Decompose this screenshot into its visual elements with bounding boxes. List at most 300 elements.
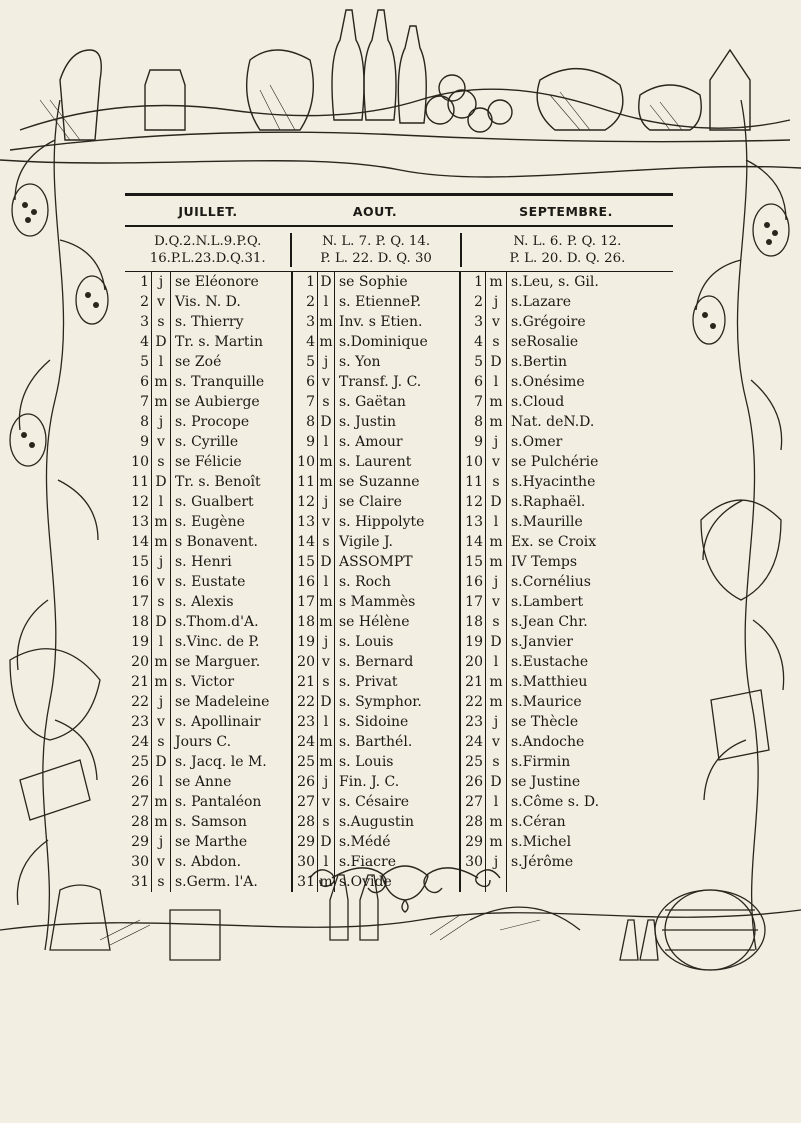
august-day-number: 30	[291, 852, 317, 872]
september-day-number: 4	[459, 332, 485, 352]
august-weekday-letter: s	[317, 532, 335, 552]
august-saint-name: s.Médé	[339, 834, 391, 850]
july-saint-name: s. Eugène	[175, 514, 245, 530]
july-weekday-letter: s	[151, 592, 171, 612]
table-row	[125, 832, 673, 852]
september-day-number	[459, 872, 485, 892]
september-weekday-letter: m	[485, 412, 507, 432]
august-weekday-letter: j	[317, 772, 335, 792]
july-weekday-letter: v	[151, 292, 171, 312]
july-weekday-letter: l	[151, 772, 171, 792]
august-weekday-letter: v	[317, 792, 335, 812]
august-saint-name: Transf. J. C.	[339, 374, 422, 390]
august-saint-name: s.Fiacre	[339, 854, 396, 870]
july-saint-name: s.Vinc. de P.	[175, 634, 260, 650]
september-weekday-letter: m	[485, 672, 507, 692]
table-row	[125, 652, 673, 672]
july-saint-name: s. Abdon.	[175, 854, 242, 870]
september-weekday-letter: l	[485, 372, 507, 392]
august-saint-name: s.Ovide	[339, 874, 392, 890]
left-vine-border	[0, 100, 120, 950]
table-row	[125, 852, 673, 872]
august-saint-name: s. Privat	[339, 674, 398, 690]
moon-phases-line-2	[125, 250, 673, 267]
august-saint-name: Vigile J.	[339, 534, 393, 550]
september-saint-name: s.Cloud	[511, 394, 565, 410]
august-saint-name: se Hélène	[339, 614, 410, 630]
august-weekday-letter: D	[317, 552, 335, 572]
july-saint-name: se Anne	[175, 774, 232, 790]
september-day-number: 22	[459, 692, 485, 712]
september-day-number: 16	[459, 572, 485, 592]
september-day-number: 11	[459, 472, 485, 492]
september-weekday-letter: j	[485, 712, 507, 732]
september-saint-name: s.Maurice	[511, 694, 582, 710]
august-day-number: 9	[291, 432, 317, 452]
september-weekday-letter: s	[485, 332, 507, 352]
september-day-number: 20	[459, 652, 485, 672]
september-saint-name: s.Maurille	[511, 514, 583, 530]
august-weekday-letter: D	[317, 832, 335, 852]
july-day-number: 9	[140, 434, 149, 450]
july-day-number: 12	[131, 494, 149, 510]
august-day-number: 22	[291, 692, 317, 712]
table-row	[125, 392, 673, 412]
august-day-number: 27	[291, 792, 317, 812]
table-row	[125, 632, 673, 652]
september-saint-name: s.Jérôme	[511, 854, 574, 870]
august-saint-name: s. Amour	[339, 434, 403, 450]
july-saint-name: s Bonavent.	[175, 534, 259, 550]
august-day-number: 19	[291, 632, 317, 652]
august-weekday-letter: m	[317, 872, 335, 892]
july-weekday-letter: m	[151, 652, 171, 672]
august-saint-name: s. Louis	[339, 634, 394, 650]
table-row	[125, 472, 673, 492]
august-weekday-letter: m	[317, 752, 335, 772]
july-weekday-letter: j	[151, 272, 171, 292]
august-weekday-letter: l	[317, 292, 335, 312]
september-weekday-letter: s	[485, 752, 507, 772]
july-saint-name: se Aubierge	[175, 394, 260, 410]
table-row	[125, 532, 673, 552]
july-weekday-letter: j	[151, 412, 171, 432]
table-row	[125, 272, 673, 292]
september-saint-name: s.Leu, s. Gil.	[511, 274, 599, 290]
july-weekday-letter: j	[151, 692, 171, 712]
july-day-number: 24	[131, 734, 149, 750]
august-day-number: 3	[291, 312, 317, 332]
august-saint-name: s. Gaëtan	[339, 394, 406, 410]
table-row	[125, 312, 673, 332]
july-day-number: 13	[131, 514, 149, 530]
table-row	[125, 452, 673, 472]
august-day-number: 11	[291, 472, 317, 492]
month-september: SEPTEMBRE.	[519, 204, 613, 219]
july-day-number: 6	[140, 374, 149, 390]
september-weekday-letter: l	[485, 512, 507, 532]
july-day-number: 7	[140, 394, 149, 410]
september-saint-name: se Thècle	[511, 714, 579, 730]
july-saint-name: s. Cyrille	[175, 434, 239, 450]
august-weekday-letter: m	[317, 452, 335, 472]
august-saint-name: s. Yon	[339, 354, 381, 370]
september-day-number: 1	[459, 272, 485, 292]
august-saint-name: s.Dominique	[339, 334, 428, 350]
september-phases-2: P. L. 20. D. Q. 26.	[460, 250, 673, 267]
august-day-number: 25	[291, 752, 317, 772]
july-weekday-letter: D	[151, 472, 171, 492]
july-day-number: 26	[131, 774, 149, 790]
august-weekday-letter: v	[317, 372, 335, 392]
august-weekday-letter: j	[317, 352, 335, 372]
table-row	[125, 412, 673, 432]
july-day-number: 29	[131, 834, 149, 850]
august-day-number: 13	[291, 512, 317, 532]
july-weekday-letter: s	[151, 312, 171, 332]
july-weekday-letter: l	[151, 352, 171, 372]
july-saint-name: se Marguer.	[175, 654, 261, 670]
september-weekday-letter: s	[485, 472, 507, 492]
table-row	[125, 592, 673, 612]
september-weekday-letter: m	[485, 812, 507, 832]
table-row	[125, 492, 673, 512]
september-saint-name: se Pulchérie	[511, 454, 599, 470]
september-weekday-letter: m	[485, 552, 507, 572]
august-saint-name: s. Césaire	[339, 794, 410, 810]
table-row	[125, 332, 673, 352]
july-weekday-letter: j	[151, 552, 171, 572]
month-july: JUILLET.	[178, 204, 238, 219]
july-day-number: 22	[131, 694, 149, 710]
august-saint-name: s. Roch	[339, 574, 391, 590]
september-weekday-letter: D	[485, 772, 507, 792]
september-saint-name	[507, 872, 673, 892]
august-day-number: 5	[291, 352, 317, 372]
table-row	[125, 692, 673, 712]
september-day-number: 21	[459, 672, 485, 692]
september-day-number: 7	[459, 392, 485, 412]
september-weekday-letter: m	[485, 832, 507, 852]
september-weekday-letter: j	[485, 292, 507, 312]
moon-phases-line-1	[125, 233, 673, 250]
september-weekday-letter: v	[485, 312, 507, 332]
august-weekday-letter: m	[317, 612, 335, 632]
august-saint-name: s. Hippolyte	[339, 514, 425, 530]
july-weekday-letter: m	[151, 512, 171, 532]
july-saint-name: s. Pantaléon	[175, 794, 262, 810]
july-weekday-letter: s	[151, 452, 171, 472]
august-day-number: 28	[291, 812, 317, 832]
august-weekday-letter: v	[317, 512, 335, 532]
august-saint-name: se Sophie	[339, 274, 408, 290]
august-weekday-letter: s	[317, 672, 335, 692]
september-day-number: 6	[459, 372, 485, 392]
september-weekday-letter: m	[485, 692, 507, 712]
september-day-number: 17	[459, 592, 485, 612]
july-weekday-letter: j	[151, 832, 171, 852]
july-day-number: 17	[131, 594, 149, 610]
july-day-number: 30	[131, 854, 149, 870]
august-weekday-letter: l	[317, 572, 335, 592]
august-day-number: 20	[291, 652, 317, 672]
july-weekday-letter: l	[151, 632, 171, 652]
september-weekday-letter: l	[485, 652, 507, 672]
july-day-number: 19	[131, 634, 149, 650]
august-weekday-letter: s	[317, 392, 335, 412]
table-row	[125, 812, 673, 832]
august-day-number: 18	[291, 612, 317, 632]
table-row	[125, 772, 673, 792]
august-saint-name: Fin. J. C.	[339, 774, 400, 790]
september-day-number: 30	[459, 852, 485, 872]
table-row	[125, 752, 673, 772]
september-day-number: 19	[459, 632, 485, 652]
july-day-number: 28	[131, 814, 149, 830]
august-day-number: 7	[291, 392, 317, 412]
september-weekday-letter: D	[485, 492, 507, 512]
september-saint-name: s.Eustache	[511, 654, 589, 670]
july-saint-name: s. Samson	[175, 814, 247, 830]
september-saint-name: s.Hyacinthe	[511, 474, 596, 490]
table-row	[125, 512, 673, 532]
august-day-number: 21	[291, 672, 317, 692]
july-saint-name: se Eléonore	[175, 274, 259, 290]
top-rule	[125, 193, 673, 196]
august-saint-name: Inv. s Etien.	[339, 314, 423, 330]
september-day-number: 23	[459, 712, 485, 732]
july-day-number: 21	[131, 674, 149, 690]
july-day-number: 10	[131, 454, 149, 470]
table-row	[125, 372, 673, 392]
august-weekday-letter: v	[317, 652, 335, 672]
august-day-number: 6	[291, 372, 317, 392]
table-row	[125, 732, 673, 752]
table-row	[125, 292, 673, 312]
august-saint-name: s. Justin	[339, 414, 397, 430]
july-saint-name: Tr. s. Benoît	[175, 474, 261, 490]
september-weekday-letter: v	[485, 452, 507, 472]
july-weekday-letter: m	[151, 672, 171, 692]
july-weekday-letter: v	[151, 432, 171, 452]
table-row	[125, 352, 673, 372]
july-saint-name: se Félicie	[175, 454, 242, 470]
august-day-number: 26	[291, 772, 317, 792]
september-saint-name: s.Andoche	[511, 734, 585, 750]
august-day-number: 2	[291, 292, 317, 312]
july-saint-name: s. Tranquille	[175, 374, 265, 390]
july-saint-name: s.Germ. l'A.	[175, 874, 258, 890]
july-phases-1: D.Q.2.N.L.9.P.Q.	[154, 234, 262, 249]
september-weekday-letter: D	[485, 632, 507, 652]
september-day-number: 25	[459, 752, 485, 772]
august-day-number: 4	[291, 332, 317, 352]
august-saint-name: se Suzanne	[339, 474, 420, 490]
july-weekday-letter: m	[151, 532, 171, 552]
august-weekday-letter: m	[317, 312, 335, 332]
august-day-number: 8	[291, 412, 317, 432]
september-day-number: 10	[459, 452, 485, 472]
august-weekday-letter: l	[317, 712, 335, 732]
september-saint-name: s.Côme s. D.	[511, 794, 600, 810]
august-weekday-letter: j	[317, 632, 335, 652]
august-saint-name: s. Louis	[339, 754, 394, 770]
september-day-number: 15	[459, 552, 485, 572]
august-saint-name: s. Barthél.	[339, 734, 413, 750]
july-weekday-letter: s	[151, 872, 171, 892]
august-weekday-letter: m	[317, 332, 335, 352]
september-saint-name: s.Cornélius	[511, 574, 591, 590]
august-weekday-letter: m	[317, 592, 335, 612]
august-weekday-letter: s	[317, 812, 335, 832]
september-weekday-letter: j	[485, 572, 507, 592]
july-weekday-letter: D	[151, 612, 171, 632]
august-day-number: 17	[291, 592, 317, 612]
july-weekday-letter: v	[151, 852, 171, 872]
september-saint-name: s.Bertin	[511, 354, 568, 370]
august-day-number: 16	[291, 572, 317, 592]
july-weekday-letter: m	[151, 812, 171, 832]
september-weekday-letter: s	[485, 612, 507, 632]
july-weekday-letter: D	[151, 752, 171, 772]
august-phases-2: P. L. 22. D. Q. 30	[290, 250, 459, 267]
july-weekday-letter: s	[151, 732, 171, 752]
july-day-number: 14	[131, 534, 149, 550]
july-weekday-letter: m	[151, 792, 171, 812]
july-saint-name: s. Thierry	[175, 314, 244, 330]
july-day-number: 25	[131, 754, 149, 770]
september-saint-name: s.Lambert	[511, 594, 584, 610]
august-day-number: 29	[291, 832, 317, 852]
september-weekday-letter: j	[485, 852, 507, 872]
september-day-number: 27	[459, 792, 485, 812]
august-saint-name: s Mammès	[339, 594, 416, 610]
august-day-number: 15	[291, 552, 317, 572]
september-saint-name: s.Michel	[511, 834, 572, 850]
july-saint-name: s.Thom.d'A.	[175, 614, 259, 630]
july-weekday-letter: m	[151, 392, 171, 412]
table-row	[125, 552, 673, 572]
september-weekday-letter: D	[485, 352, 507, 372]
july-day-number: 23	[131, 714, 149, 730]
september-saint-name: s.Firmin	[511, 754, 571, 770]
table-row	[125, 572, 673, 592]
september-saint-name: se Justine	[511, 774, 581, 790]
table-row	[125, 872, 673, 892]
august-weekday-letter: m	[317, 732, 335, 752]
july-weekday-letter: m	[151, 372, 171, 392]
july-day-number: 4	[140, 334, 149, 350]
august-weekday-letter: D	[317, 272, 335, 292]
august-phases-1: N. L. 7. P. Q. 14.	[290, 233, 459, 250]
august-weekday-letter: D	[317, 412, 335, 432]
september-saint-name: IV Temps	[511, 554, 578, 570]
september-weekday-letter: v	[485, 592, 507, 612]
august-day-number: 12	[291, 492, 317, 512]
august-saint-name: s. Sidoine	[339, 714, 409, 730]
table-row	[125, 712, 673, 732]
july-day-number: 15	[131, 554, 149, 570]
july-saint-name: Vis. N. D.	[175, 294, 241, 310]
august-day-number: 10	[291, 452, 317, 472]
july-weekday-letter: v	[151, 712, 171, 732]
september-saint-name: s.Matthieu	[511, 674, 588, 690]
july-saint-name: se Marthe	[175, 834, 248, 850]
july-saint-name: s. Henri	[175, 554, 232, 570]
july-day-number: 5	[140, 354, 149, 370]
july-day-number: 31	[131, 874, 149, 890]
september-saint-name: s.Grégoire	[511, 314, 586, 330]
july-weekday-letter: v	[151, 572, 171, 592]
september-day-number: 14	[459, 532, 485, 552]
july-saint-name: Jours C.	[175, 734, 232, 750]
august-saint-name: ASSOMPT	[339, 554, 413, 570]
july-day-number: 27	[131, 794, 149, 810]
august-day-number: 14	[291, 532, 317, 552]
august-weekday-letter: l	[317, 852, 335, 872]
day-rows	[125, 272, 673, 892]
september-day-number: 29	[459, 832, 485, 852]
table-row	[125, 612, 673, 632]
september-day-number: 18	[459, 612, 485, 632]
july-saint-name: s. Gualbert	[175, 494, 254, 510]
september-saint-name: s.Raphaël.	[511, 494, 586, 510]
august-saint-name: s.Augustin	[339, 814, 415, 830]
september-day-number: 9	[459, 432, 485, 452]
september-day-number: 12	[459, 492, 485, 512]
july-day-number: 2	[140, 294, 149, 310]
july-phases-2: 16.P.L.23.D.Q.31.	[149, 251, 266, 266]
table-row	[125, 432, 673, 452]
september-day-number: 24	[459, 732, 485, 752]
september-saint-name: s.Lazare	[511, 294, 571, 310]
august-weekday-letter: j	[317, 492, 335, 512]
september-day-number: 13	[459, 512, 485, 532]
september-weekday-letter: m	[485, 532, 507, 552]
september-day-number: 2	[459, 292, 485, 312]
july-saint-name: s. Victor	[175, 674, 235, 690]
july-saint-name: s. Alexis	[175, 594, 234, 610]
september-saint-name: s.Jean Chr.	[511, 614, 588, 630]
table-row	[125, 672, 673, 692]
july-weekday-letter: l	[151, 492, 171, 512]
september-weekday-letter: v	[485, 732, 507, 752]
calendar-table	[125, 193, 673, 892]
august-weekday-letter: D	[317, 692, 335, 712]
august-saint-name: s. EtienneP.	[339, 294, 422, 310]
august-saint-name: se Claire	[339, 494, 402, 510]
month-august: AOUT.	[352, 204, 398, 219]
july-day-number: 16	[131, 574, 149, 590]
august-day-number: 24	[291, 732, 317, 752]
september-day-number: 3	[459, 312, 485, 332]
july-saint-name: se Madeleine	[175, 694, 270, 710]
september-weekday-letter: m	[485, 272, 507, 292]
august-saint-name: s. Symphor.	[339, 694, 422, 710]
july-day-number: 18	[131, 614, 149, 630]
september-saint-name: s.Céran	[511, 814, 566, 830]
september-saint-name: Nat. deN.D.	[511, 414, 595, 430]
july-day-number: 20	[131, 654, 149, 670]
september-saint-name: Ex. se Croix	[511, 534, 597, 550]
july-saint-name: s. Procope	[175, 414, 250, 430]
july-day-number: 11	[131, 474, 149, 490]
right-vine-border	[681, 100, 801, 950]
month-headings	[125, 204, 673, 219]
july-saint-name: s. Jacq. le M.	[175, 754, 267, 770]
september-weekday-letter: m	[485, 392, 507, 412]
september-weekday-letter: l	[485, 792, 507, 812]
